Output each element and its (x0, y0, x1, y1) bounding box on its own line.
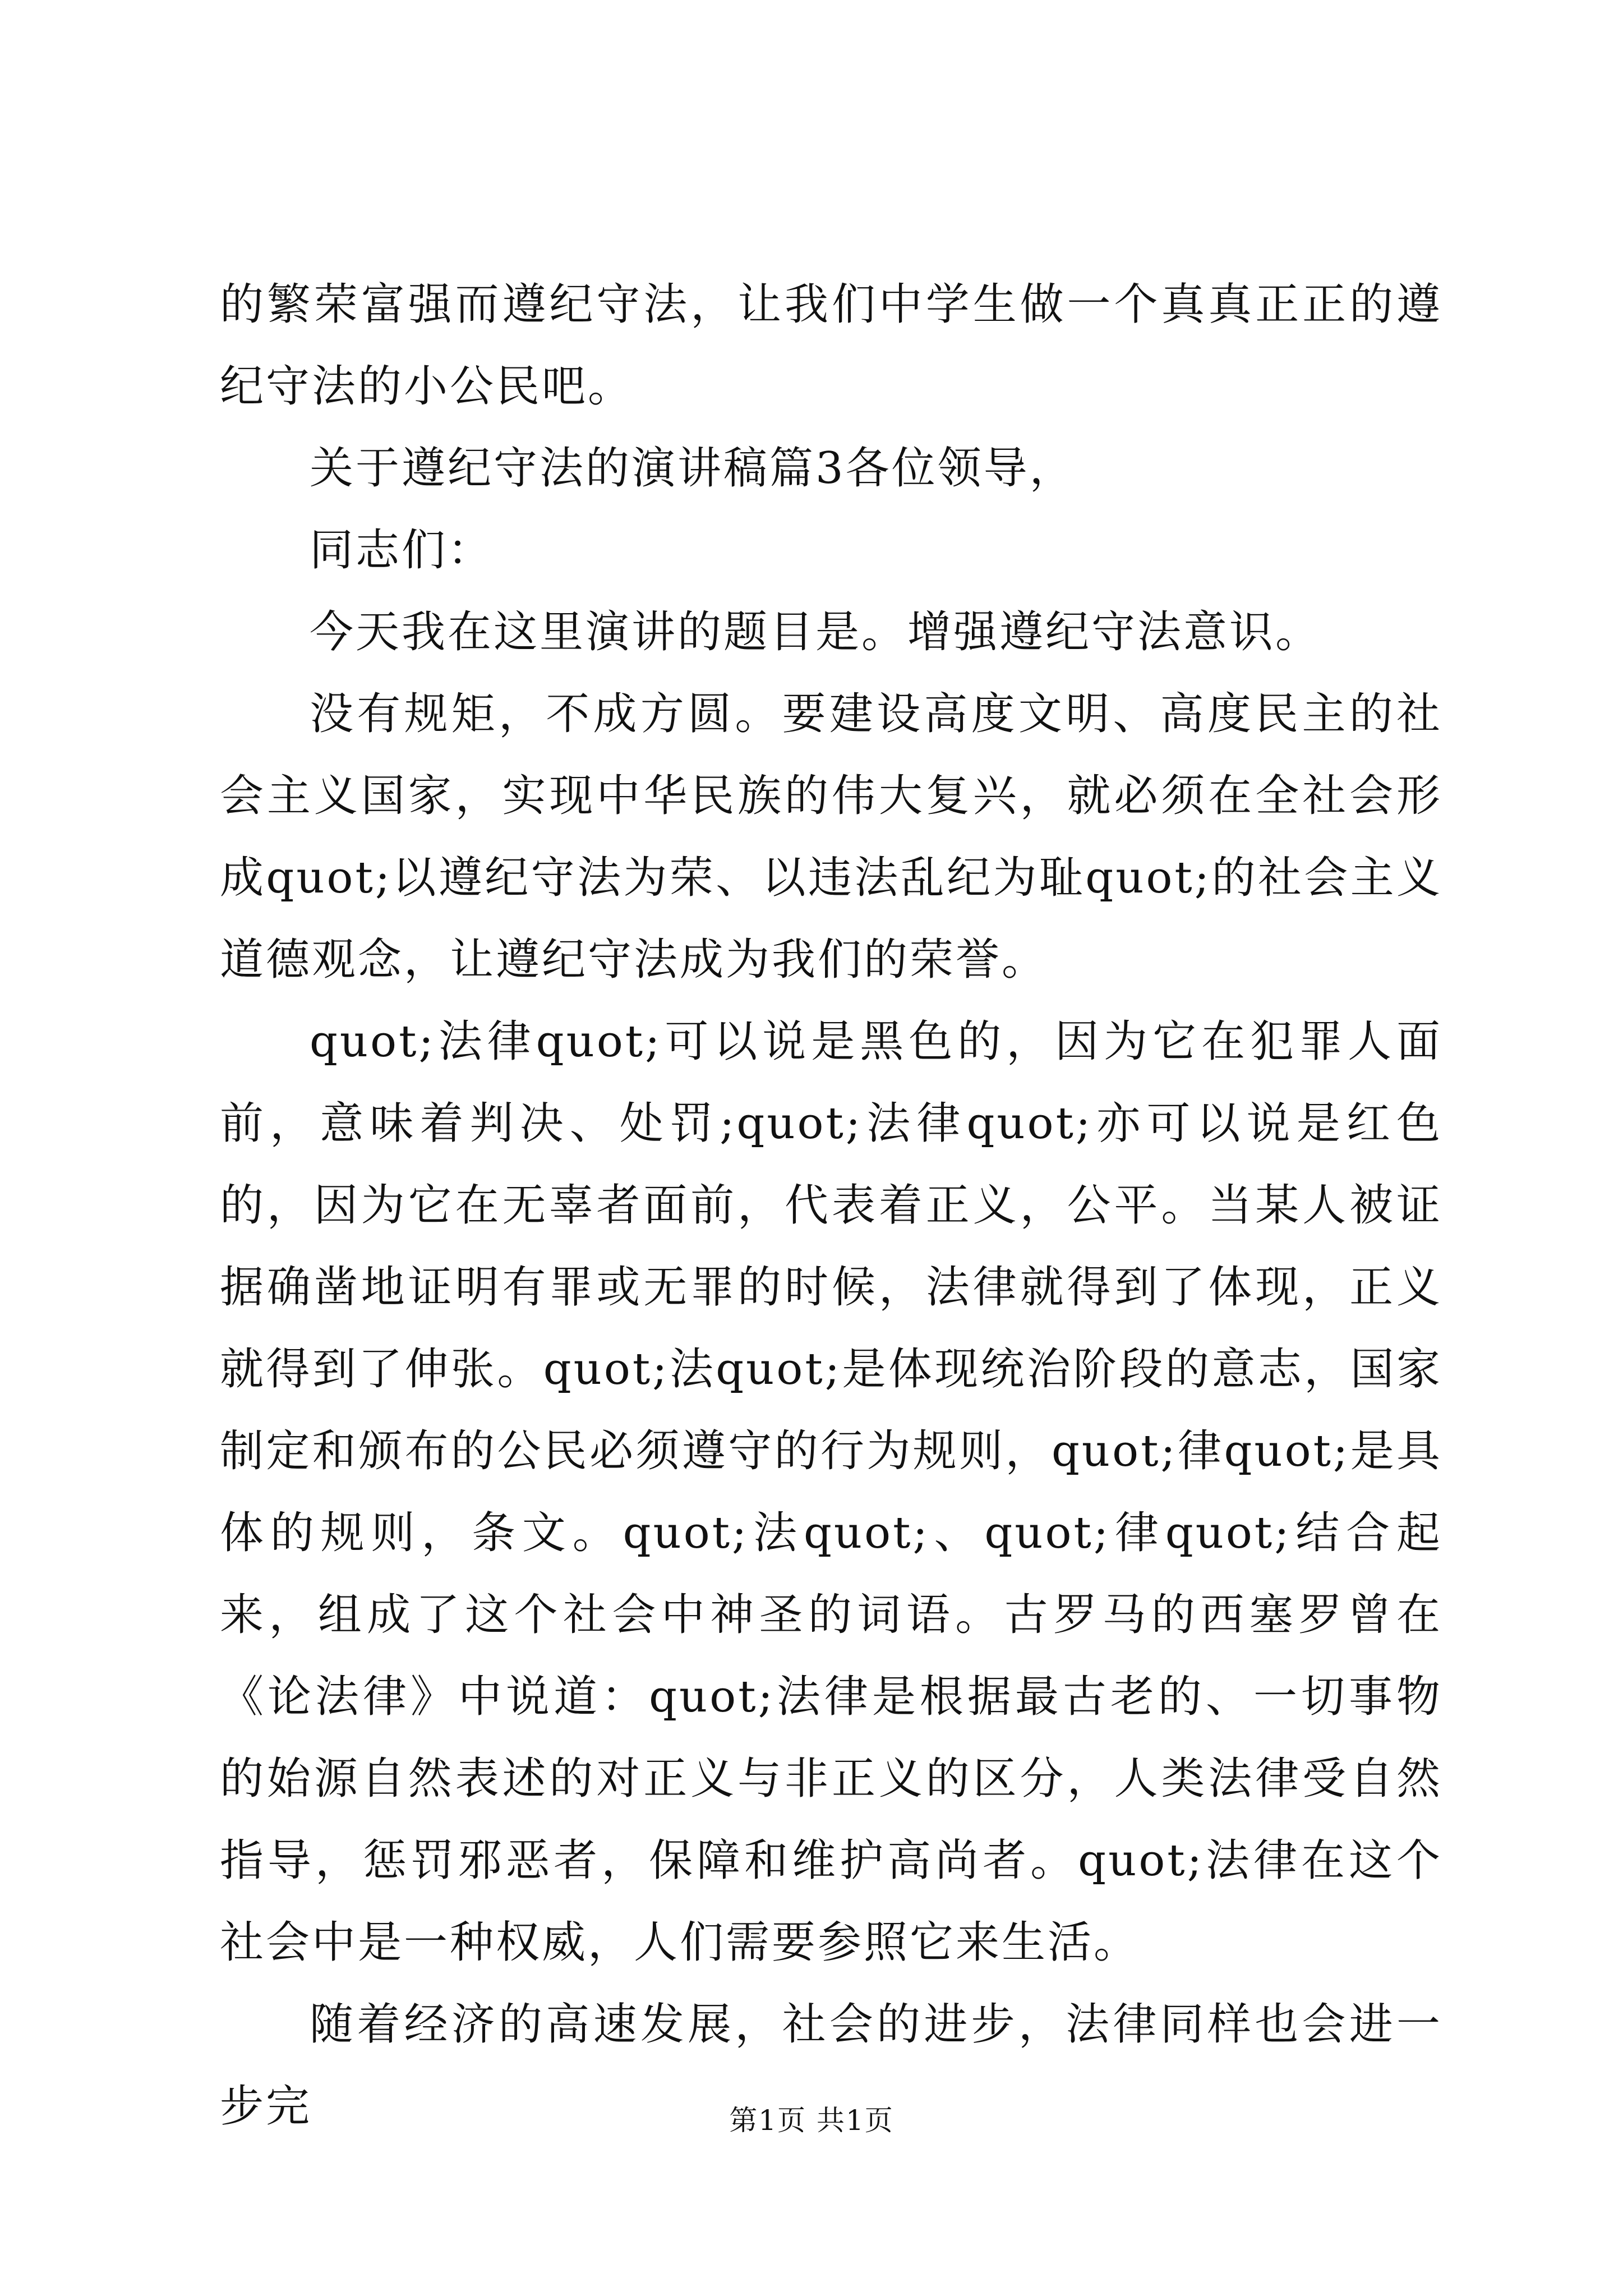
paragraph-3: 同志们： (310, 525, 494, 576)
paragraph-4: 今天我在这里演讲的题目是。增强遵纪守法意识。 (310, 607, 1322, 657)
paragraph-6: quot;法律quot;可以说是黑色的，因为它在犯罪人面前，意味着判决、处罚;quot;法律quot;亦可以说是红色的，因为它在无辜者面前，代表着正义，公平。当某人被证据确凿地证明有罪或无罪的时候，法律就得到了体现，正义就得到了伸张。quot;法quot;是体现统治阶段的意志，国家制定和颁布的公民必须遵守的行为规则，quot;律quot;是具体的规则，条文。quot;法quot;、quot;律quot;结合起来，组成了这个社会中神圣的词语。古罗马的西塞罗曾在《论法律》中说道：quot;法律是根据最古老的、一切事物的始源自然表述的对正义与非正义的区分，人类法律受自然指导，惩罚邪恶者，保障和维护高尚者。quot;法律在这个社会中是一种权威，人们需要参照它来生活。 (220, 1016, 1442, 1968)
page-footer: 第1页 共1页 (729, 2104, 894, 2137)
paragraph-2: 关于遵纪守法的演讲稿篇3各位领导， (310, 443, 1076, 494)
paragraph-7: 随着经济的高速发展，社会的进步，法律同样也会进一步完 (220, 1999, 1442, 2132)
document-body (220, 264, 1442, 2147)
paragraph-1: 的繁荣富强而遵纪守法，让我们中学生做一个真真正正的遵纪守法的小公民吧。 (220, 279, 1442, 412)
paragraph-5: 没有规矩，不成方圆。要建设高度文明、高度民主的社会主义国家，实现中华民族的伟大复兴，就必须在全社会形成quot;以遵纪守法为荣、以违法乱纪为耻quot;的社会主义道德观念，让遵纪守法成为我们的荣誉。 (220, 689, 1442, 985)
